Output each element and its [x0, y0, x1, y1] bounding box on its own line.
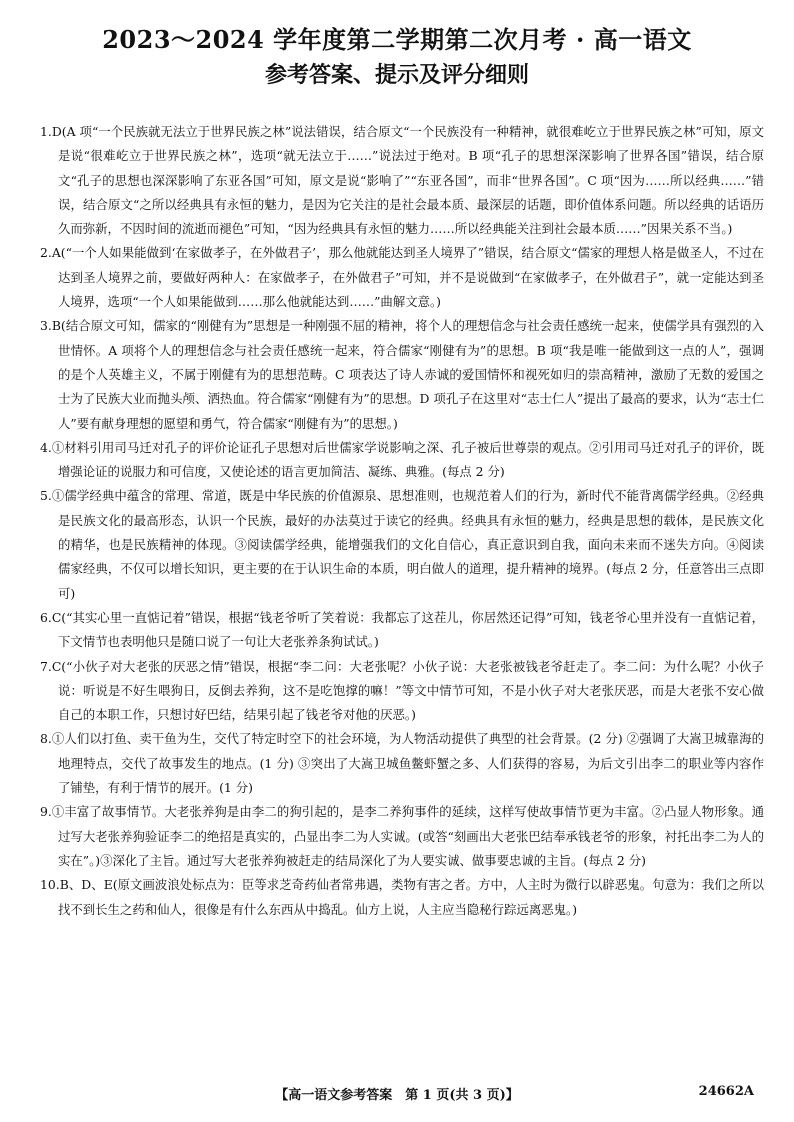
document-code: 24662A	[698, 1084, 754, 1099]
answer-item-9: 9.①丰富了故事情节。大老张养狗是由李二的狗引起的，是李二养狗事件的延续，这样写使故事情节更为丰富。②凸显人物形象。通过写大老张养狗验证李二的绝招是真实的，凸显出李二为人实诚。(或答“刻画出大老张巴结奉承钱老爷的形象，衬托出李二为人的实在”。)③深化了主旨。通过写大老张养狗被赶走的结局深化了为人要实诚、做事要忠诚的主旨。(每点 2 分)	[40, 804, 764, 868]
page-subtitle: 参考答案、提示及评分细则	[264, 62, 529, 88]
answers-list	[40, 120, 764, 922]
answer-item-3: 3.B(结合原文可知，儒家的“刚健有为”思想是一种刚强不屈的精神，将个人的理想信念与社会责任感统一起来，使儒学具有强烈的入世情怀。A 项将个人的理想信念与社会责任感统一起来，符合儒家“刚健有为”的思想。B 项“我是唯一能做到这一点的人”，强调的是个人英雄主义，不属于刚健有为的思想范畴。C 项表达了诗人赤诚的爱国情怀和视死如归的崇高精神，激励了无数的爱国之士为了民族大业而抛头颅、洒热血。符合儒家“刚健有为”的思想。D 项孔子在这里对“志士仁人”提出了最高的要求，认为“志士仁人”要有献身理想的愿望和勇气，符合儒家“刚健有为”的思想。)	[40, 318, 764, 431]
answer-item-5: 5.①儒学经典中蕴含的常理、常道，既是中华民族的价值源泉、思想准则，也规范着人们的行为，新时代不能背离儒学经典。②经典是民族文化的最高形态，认识一个民族，最好的办法莫过于读它的经典。经典具有永恒的魅力，经典是思想的载体，是民族文化的精华，也是民族精神的体现。③阅读儒学经典，能增强我们的文化自信心，真正意识到自我，面向未来而不迷失方向。④阅读儒家经典，不仅可以增长知识，更主要的在于认识生命的本质，明白做人的道理，提升精神的境界。(每点 2 分，任意答出三点即可)	[40, 488, 764, 601]
answer-item-6: 6.C(“其实心里一直惦记着”错误，根据“钱老爷听了笑着说：我都忘了这茬儿，你居然还记得”可知，钱老爷心里并没有一直惦记着，下文情节也表明他只是随口说了一句让大老张养条狗试试。)	[40, 609, 764, 650]
answer-item-1: 1.D(A 项“一个民族就无法立于世界民族之林”说法错误，结合原文“一个民族没有一种精神，就很难屹立于世界民族之林”可知，原文是说“很难屹立于世界民族之林”，选项“就无法立于……”说法过于绝对。B 项“孔子的思想深深影响了世界各国”错误，结合原文“孔子的思想也深深影响了东亚各国”可知，原文是说“影响了”“东亚各国”，而非“世界各国”。C 项“因为……所以经典……”错误，结合原文“之所以经典具有永恒的魅力，是因为它关注的是社会最本质、最深层的话题，即价值体系问题。所以经典的话语历久而弥新，不因时间的流逝而褪色”可知，“因为经典具有永恒的魅力……所以经典能关注到社会最本质……”因果关系不当。)	[40, 124, 764, 237]
page-title: 2023～2024 学年度第二学期第二次月考 · 高一语文	[102, 25, 692, 54]
answer-item-10: 10.B、D、E(原文画波浪处标点为：臣等求芝奇药仙者常弗遇，类物有害之者。方中，人主时为微行以辟恶鬼。句意为：我们之所以找不到长生之药和仙人，很像是有什么东西从中捣乱。仙方上说，人主应当隐秘行踪远离恶鬼。)	[40, 877, 764, 917]
answer-item-7: 7.C(“小伙子对大老张的厌恶之情”错误，根据“李二问：大老张呢？小伙子说：大老张被钱老爷赶走了。李二问：为什么呢？小伙子说：听说是不好生喂狗日，反倒去养狗，这不是吃饱撑的嘛！”等文中情节可知，不是小伙子对大老张厌恶，而是大老张不安心做自己的本职工作，只想讨好巴结，结果引起了钱老爷对他的厌恶。)	[40, 658, 764, 723]
answer-item-8: 8.①人们以打鱼、卖干鱼为生，交代了特定时空下的社会环境，为人物活动提供了典型的社会背景。(2 分) ②强调了大嵩卫城靠海的地理特点，交代了故事发生的地点。(1 分) ③突出了大嵩卫城鱼鳖虾蟹之多、人们获得的容易，为后文引出李二的职业等内容作了铺垫，有利于情节的展开。(1 分)	[40, 731, 764, 796]
page-footer: 【高一语文参考答案 第 1 页(共 3 页)】	[275, 1088, 519, 1103]
answer-item-4: 4.①材料引用司马迁对孔子的评价论证孔子思想对后世儒家学说影响之深、孔子被后世尊崇的观点。②引用司马迁对孔子的评价，既增强论证的说服力和可信度，又使论述的语言更加简洁、凝练、典雅。(每点 2 分)	[40, 439, 764, 480]
answer-item-2: 2.A(“一个人如果能做到‘在家做孝子，在外做君子’，那么他就能达到圣人境界了”错误，结合原文“儒家的理想人格是做圣人，不过在达到圣人境界之前，要做好两种人：在家做孝子，在外做君子”可知，并不是说做到“在家做孝子，在外做君子”，就一定能达到圣人境界，选项“一个人如果能做到……那么他就能达到……”曲解文意。)	[40, 245, 764, 310]
